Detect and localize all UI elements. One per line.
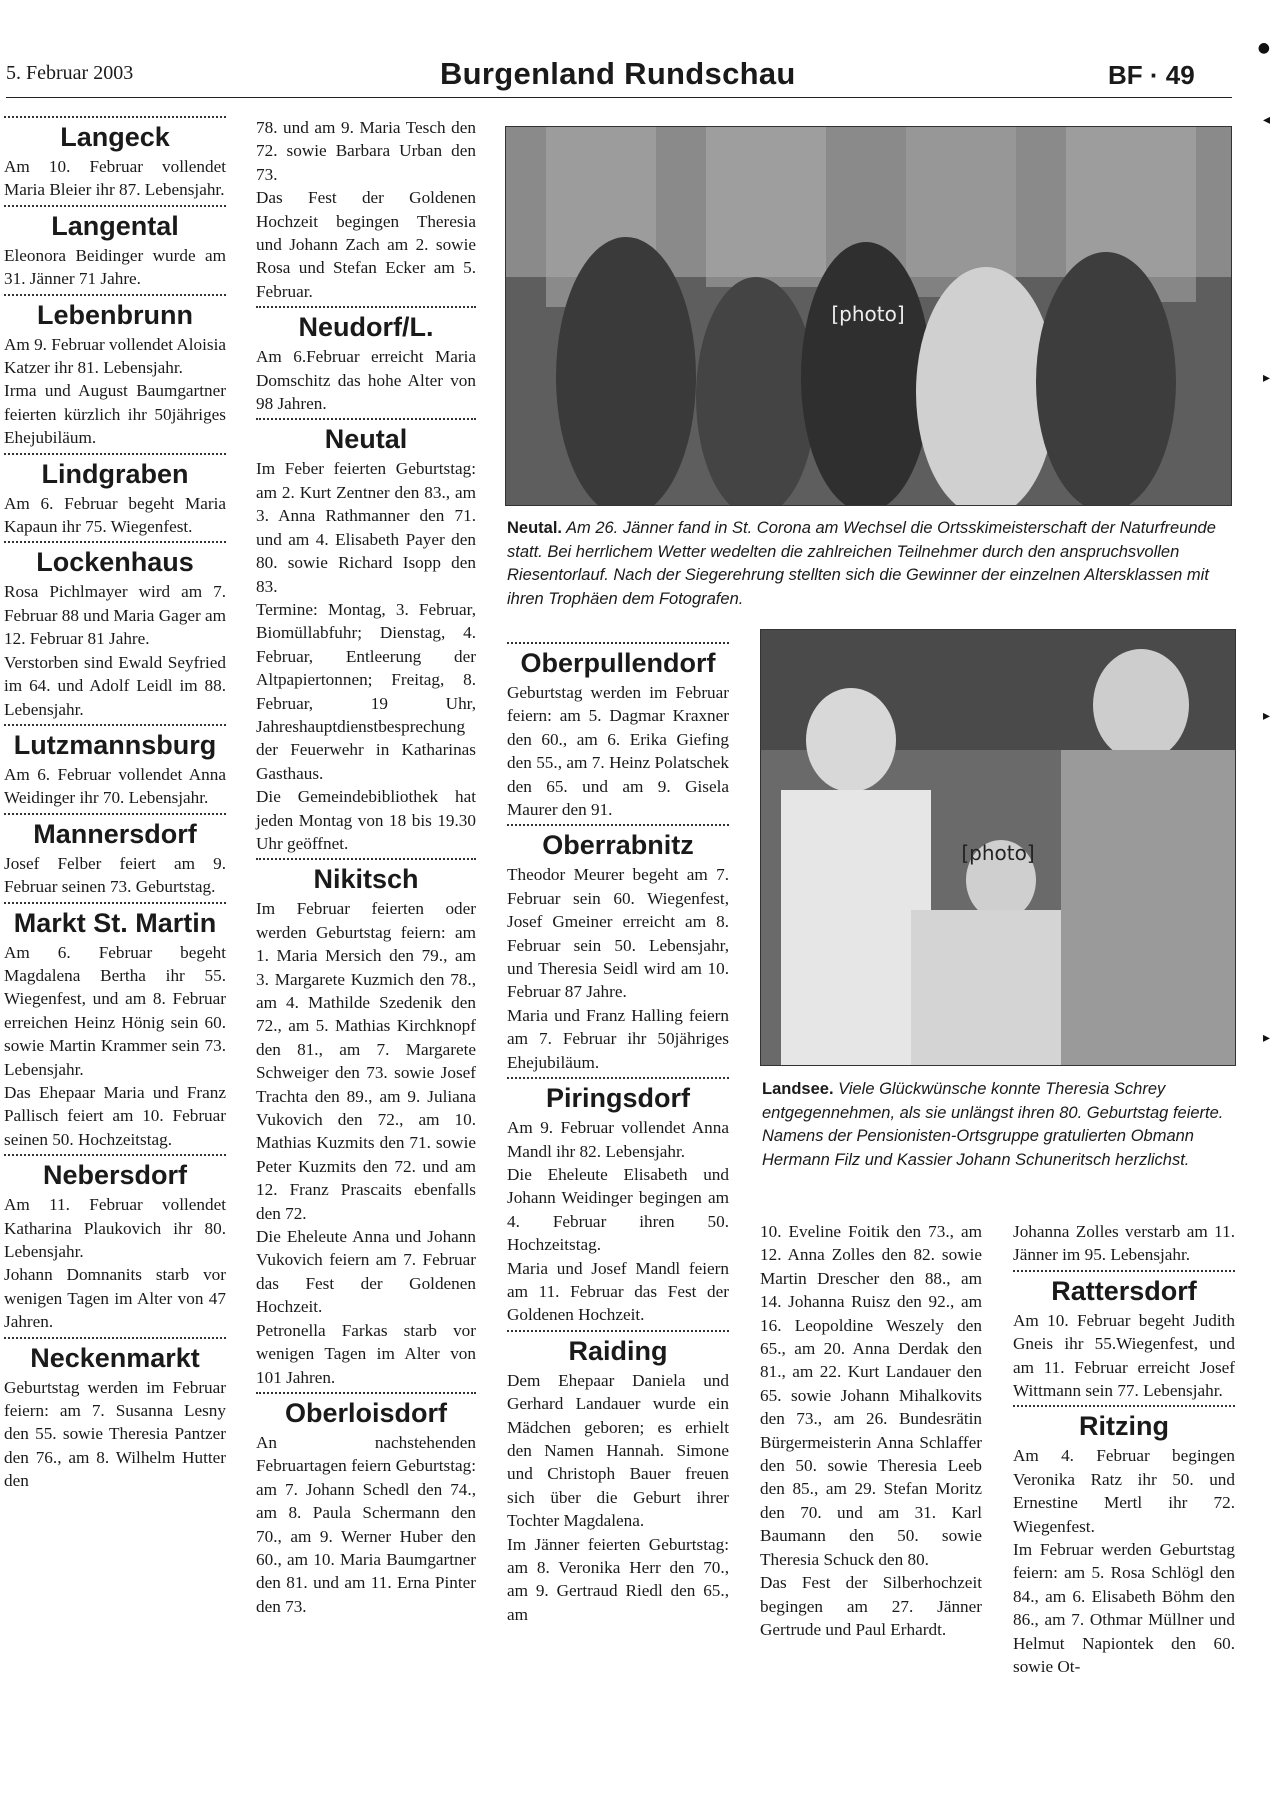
paragraph: Maria und Franz Halling feiern am 7. Februar ihr 50jähriges Ehejubiläum.	[507, 1005, 729, 1072]
margin-mark: ▸	[1262, 708, 1270, 724]
paragraph: Im Jänner feierten Geburtstag: am 8. Veronika Herr den 70., am 9. Gertraud Riedl den 65., am	[507, 1534, 729, 1624]
paragraph: Am 11. Februar vollendet Katharina Plaukovich ihr 80. Lebensjahr.	[4, 1195, 226, 1261]
paragraph: Das Fest der Goldenen Hochzeit begingen Theresia und Johann Zach am 2. sowie Rosa und Stefan Ecker am 5. Februar.	[256, 188, 476, 301]
caption-2-place: Landsee.	[762, 1080, 834, 1098]
caption-2-text: Viele Glückwünsche konnte Theresia Schrey entgegennehmen, als sie unlängst ihren 80. Geburtstag feierte. Namens der Pensionisten-Ortsgruppe gratulierten Obmann Hermann Filz und Kassier Johann Schuneritsch herzlichst.	[762, 1080, 1224, 1169]
birthday-photo	[760, 629, 1236, 1066]
page-number: BF · 49	[1108, 60, 1195, 90]
margin-mark: ▸	[1262, 1030, 1270, 1046]
paragraph: Am 9. Februar vollendet Anna Mandl ihr 82. Lebensjahr.	[507, 1118, 729, 1161]
photo-group-placeholder	[506, 127, 1231, 505]
paragraph: Verstorben sind Ewald Seyfried im 64. und Adolf Leidl im 88. Lebensjahr.	[4, 652, 226, 719]
town-heading: Lebenbrunn	[37, 299, 193, 330]
town-heading: Neutal	[324, 424, 408, 455]
town-heading: Raiding	[568, 1335, 668, 1366]
paragraph: Johanna Zolles verstarb am 11. Jänner im 95. Lebensjahr.	[1013, 1222, 1235, 1265]
town-section	[256, 858, 476, 1389]
margin-mark: ●	[1257, 40, 1270, 56]
town-heading: Nikitsch	[313, 864, 419, 895]
paragraph: Im Feber feierten Geburtstag: am 2. Kurt Zentner den 83., am 3. Anna Rathmanner den 71. und am 4. Elisabeth Payer den 80. sowie Richard Isopp den 83.	[256, 459, 476, 596]
paragraph: Theodor Meurer begeht am 7. Februar sein 60. Wiegenfest, Josef Gmeiner erreicht am 8. Februar sein 50. Lebensjahr, und Theresia Seidl wird am 10. Februar 87 Jahre.	[507, 865, 729, 1002]
paragraph: Am 6.Februar erreicht Maria Domschitz das hohe Alter von 98 Jahren.	[256, 347, 476, 414]
town-section	[507, 824, 729, 1074]
paragraph: Eleonora Beidinger wurde am 31. Jänner 71 Jahre.	[4, 245, 226, 289]
town-section	[507, 642, 729, 821]
paragraph: Johann Domnanits starb vor wenigen Tagen im Alter von 47 Jahren.	[4, 1265, 226, 1332]
town-heading: Oberloisdorf	[284, 1397, 447, 1428]
paragraph: Rosa Pichlmayer wird am 7. Februar 88 und Maria Gager am 12. Februar 81 Jahre.	[4, 582, 226, 649]
paragraph: Dem Ehepaar Daniela und Gerhard Landauer wurde ein Mädchen geboren; es erhielt den Namen Hannah. Simone und Christoph Bauer freuen sich über die Geburt ihrer Tochter Magdalena.	[507, 1370, 729, 1531]
town-section	[256, 306, 476, 415]
town-section	[4, 205, 226, 291]
paragraph: Geburtstag werden im Februar feiern: am 5. Dagmar Kraxner den 60., am 6. Erika Giefing den 55., am 7. Heinz Polatschek den 65. und am 9. Gisela Maurer den 91.	[507, 683, 729, 820]
paragraph: Im Februar werden Geburtstag feiern: am 5. Rosa Schlögl den 84., am 6. Elisabeth Böhm den 86., am 7. Othmar Müllner und Helmut Napiontek den 60. sowie Ot-	[1013, 1540, 1235, 1677]
town-heading: Oberpullendorf	[520, 648, 716, 678]
paragraph: Maria und Josef Mandl feiern am 11. Februar das Fest der Goldenen Hochzeit.	[507, 1258, 729, 1325]
column-5	[1013, 1220, 1235, 1679]
photo-1-caption	[507, 517, 1235, 611]
photo-1-label: [photo]	[831, 302, 905, 326]
paragraph: Am 4. Februar begingen Veronika Ratz ihr 50. und Ernestine Mertl ihr 72. Wiegenfest.	[1013, 1446, 1235, 1536]
paragraph: 78. und am 9. Maria Tesch den 72. sowie Barbara Urban den 73.	[256, 118, 476, 184]
town-heading: Mannersdorf	[33, 818, 197, 849]
margin-mark: ▸	[1262, 370, 1270, 386]
paragraph: Am 10. Februar begeht Judith Gneis ihr 55.Wiegenfest, und am 11. Februar erreicht Josef Wittmann sein 77. Lebensjahr.	[1013, 1310, 1235, 1401]
town-section	[256, 418, 476, 855]
photo-2-label: [photo]	[961, 841, 1035, 865]
town-heading: Nebersdorf	[42, 1160, 188, 1191]
paragraph: Am 6. Februar begeht Maria Kapaun ihr 75. Wiegenfest.	[4, 493, 226, 537]
issue-date: 5. Februar 2003	[6, 62, 134, 84]
paragraph: Irma und August Baumgartner feierten kürzlich ihr 50jähriges Ehejubiläum.	[4, 381, 226, 448]
town-section	[4, 813, 226, 899]
paragraph: Am 6. Februar begeht Magdalena Bertha ihr 55. Wiegenfest, und am 8. Februar erreichen Heinz Hönig sein 60. sowie Martin Krammer sein 73. Lebensjahr.	[4, 942, 226, 1079]
paragraph: Das Fest der Silberhochzeit begingen am 27. Jänner Gertrude und Paul Erhardt.	[760, 1573, 982, 1639]
town-heading: Lockenhaus	[36, 547, 194, 578]
town-heading: Lindgraben	[41, 458, 189, 489]
town-section	[256, 1392, 476, 1618]
town-section	[4, 453, 226, 539]
paragraph: Am 6. Februar vollendet Anna Weidinger ihr 70. Lebensjahr.	[4, 764, 226, 808]
town-section	[4, 116, 226, 202]
column-1	[4, 116, 226, 1493]
town-section	[4, 541, 226, 720]
town-heading: Oberrabnitz	[542, 830, 694, 861]
margin-mark: ◂	[1262, 112, 1270, 128]
column-4-continuation	[760, 1220, 982, 1641]
town-section	[507, 1077, 729, 1327]
paragraph: Termine: Montag, 3. Februar, Biomüllabfuhr; Dienstag, 4. Februar, Entleerung der Altpapiertonnen; Freitag, 8. Februar, 19 Uhr, Jahreshauptdienstbesprechung der Feuerwehr in Katharinas Gasthaus.	[256, 599, 476, 783]
town-heading: Rattersdorf	[1051, 1275, 1197, 1306]
town-heading: Markt St. Martin	[13, 907, 217, 938]
town-section	[4, 902, 226, 1152]
caption-1-place: Neutal.	[507, 519, 563, 537]
caption-1-text: Am 26. Jänner fand in St. Corona am Wechsel die Ortsskimeisterschaft der Naturfreunde statt. Bei herrlichem Wetter wedelten die zahlreichen Teilnehmer durch den anspruchsvollen Riesentorlauf. Nach der Siegerehrung stellten sich die Gewinner der einzelnen Altersklassen mit ihren Trophäen dem Fotografen.	[507, 519, 1216, 608]
town-heading: Neckenmarkt	[30, 1342, 200, 1373]
ski-championship-photo	[505, 126, 1232, 506]
paragraph: Petronella Farkas starb vor wenigen Tagen im Alter von 101 Jahren.	[256, 1320, 476, 1387]
town-section	[4, 1337, 226, 1493]
newspaper-title: Burgenland Rundschau	[440, 56, 796, 91]
town-heading: Neudorf/L.	[298, 312, 434, 343]
paragraph: Die Eheleute Elisabeth und Johann Weidinger begingen am 4. Februar ihren 50. Hochzeitstag.	[507, 1164, 729, 1255]
town-heading: Langeck	[60, 122, 170, 152]
paragraph: Am 10. Februar vollendet Maria Bleier ihr 87. Lebensjahr.	[4, 157, 226, 200]
photo-2-caption	[762, 1078, 1236, 1172]
town-section	[4, 294, 226, 450]
paragraph: Das Ehepaar Maria und Franz Pallisch feiert am 10. Februar seinen 50. Hochzeitstag.	[4, 1082, 226, 1149]
town-heading: Lutzmannsburg	[13, 729, 217, 760]
paragraph: 10. Eveline Foitik den 73., am 12. Anna Zolles den 82. sowie Martin Drescher den 88., am 14. Johanna Ruisz den 92., am 16. Leopoldine Weszely den 65., am 20. Anna Derdak den 81., am 22. Kurt Landauer den 65. sowie Johann Mihalkovits den 73., am 26. Bundesrätin Bürgermeisterin Anna Schlaffer den 50. sowie Theresia Leeb den 85., am 29. Stefan Moritz den 70. und am 31. Karl Baumann den 50. sowie Theresia Schuck den 80.	[760, 1222, 982, 1569]
town-section	[507, 1330, 729, 1626]
column-2	[256, 116, 476, 1618]
town-heading: Langental	[51, 210, 179, 241]
header-rule	[6, 97, 1232, 98]
town-section	[1013, 1270, 1235, 1403]
town-heading: Piringsdorf	[545, 1083, 690, 1114]
town-section	[4, 1154, 226, 1333]
column-4	[760, 1220, 982, 1641]
paragraph: Josef Felber feiert am 9. Februar seinen 73. Geburtstag.	[4, 853, 226, 897]
column-2-continuation	[256, 116, 476, 303]
paragraph: An nachstehenden Februartagen feiern Geburtstag: am 7. Johann Schedl den 74., am 8. Paula Schermann den 70., am 9. Werner Huber den 60., am 10. Maria Baumgartner den 81. und am 11. Erna Pinter den 73.	[256, 1432, 476, 1616]
paragraph: Geburtstag werden im Februar feiern: am 7. Susanna Lesny den 55. sowie Theresia Pantzer den 76., am 8. Wilhelm Hutter den	[4, 1377, 226, 1491]
town-section	[4, 724, 226, 810]
paragraph: Im Februar feierten oder werden Geburtstag feiern: am 1. Maria Mersich den 79., am 3. Margarete Kuzmich den 78., am 4. Mathilde Szedenik den 72., am 5. Mathias Kirchknopf den 81., am 7. Margarete Schweiger den 73. sowie Josef Trachta den 89., am 9. Juliana Vukovich den 72., am 10. Mathias Kuzmits den 71. sowie Peter Kuzmits den 72. und am 12. Franz Prascaits ebenfalls den 72.	[256, 899, 476, 1223]
photo-portrait-placeholder	[761, 630, 1235, 1065]
paragraph: Die Gemeindebibliothek hat jeden Montag von 18 bis 19.30 Uhr geöffnet.	[256, 787, 476, 853]
column-3	[507, 642, 729, 1626]
paragraph: Die Eheleute Anna und Johann Vukovich feiern am 7. Februar das Fest der Goldenen Hochzeit.	[256, 1227, 476, 1317]
column-5-continuation	[1013, 1220, 1235, 1267]
town-section	[1013, 1405, 1235, 1678]
paragraph: Am 9. Februar vollendet Aloisia Katzer ihr 81. Lebensjahr.	[4, 334, 226, 378]
town-heading: Ritzing	[1079, 1411, 1169, 1442]
